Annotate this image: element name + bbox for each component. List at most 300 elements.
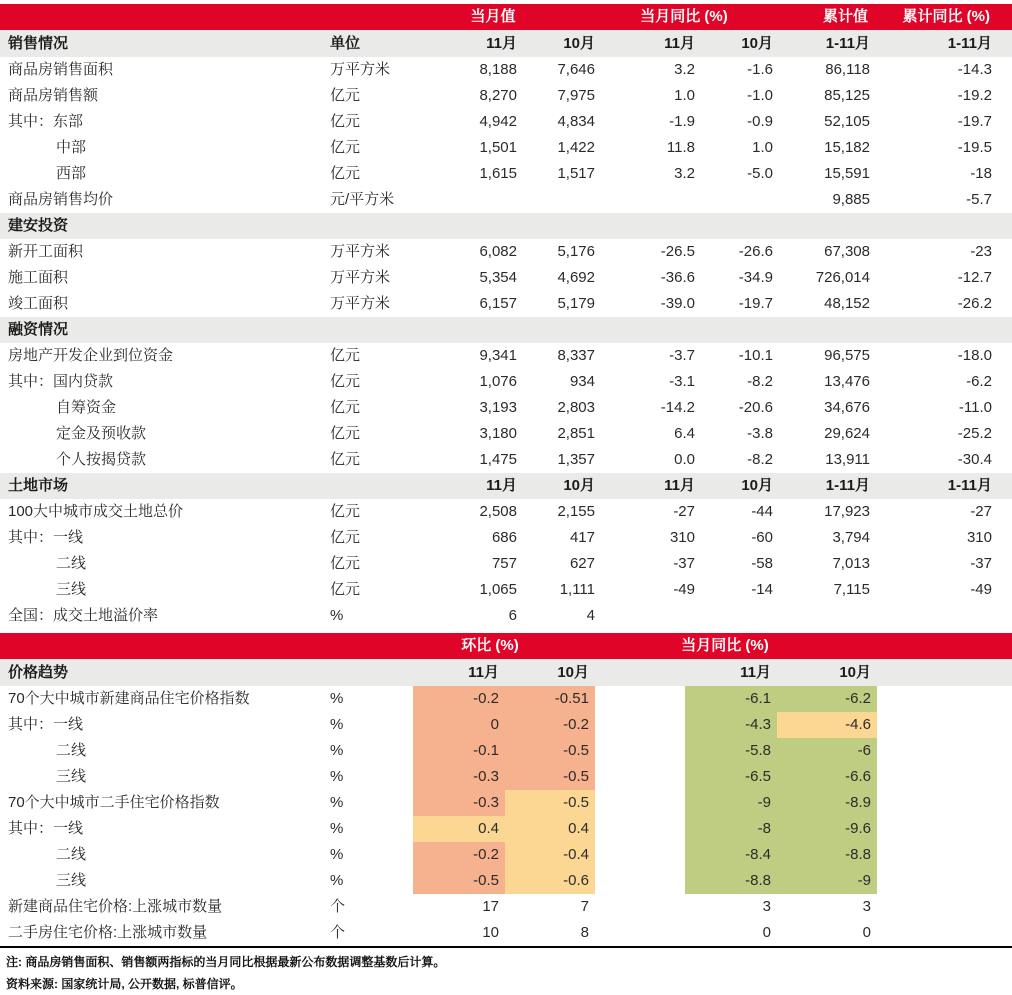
- value-cell: 310: [966, 529, 992, 546]
- value-cell: -1.6: [747, 61, 773, 78]
- section-label: 融资情况: [8, 321, 69, 338]
- value-cell: -6.2: [777, 686, 877, 712]
- spacer-cell: [992, 499, 1012, 525]
- value-cell: [595, 187, 695, 213]
- value-cell: 13,911: [825, 451, 870, 468]
- unit-cell: %: [330, 872, 344, 889]
- value-cell: -6.2: [966, 373, 992, 390]
- row-label: 三线: [56, 872, 87, 889]
- unit-cell: %: [330, 607, 344, 624]
- value-cell: -0.2: [505, 712, 595, 738]
- row-label: 中部: [56, 139, 87, 156]
- value-cell: 8,188: [479, 61, 517, 78]
- spacer-cell: [595, 738, 685, 764]
- unit-cell: 亿元: [330, 581, 361, 598]
- spacer-cell: [877, 842, 1012, 868]
- value-cell: -1.9: [669, 113, 695, 130]
- section-label: 建安投资: [8, 217, 69, 234]
- column-group-cumulative-value: 累计值: [822, 8, 868, 25]
- row-label: 100大中城市成交土地总价: [8, 503, 184, 520]
- section-header-row: [0, 473, 1012, 499]
- value-cell: [595, 317, 695, 343]
- month-column-header: 10月: [563, 477, 595, 494]
- value-cell: -30.4: [957, 451, 992, 468]
- value-cell: 9,341: [479, 347, 517, 364]
- spacer-cell: [992, 187, 1012, 213]
- unit-cell: 个: [330, 898, 346, 915]
- value-cell: 8,270: [479, 87, 517, 104]
- month-column-header: 11月: [664, 477, 695, 494]
- value-cell: -5.8: [685, 738, 777, 764]
- value-cell: -37: [673, 555, 695, 572]
- value-cell: -9: [685, 790, 777, 816]
- value-cell: 86,118: [825, 61, 870, 78]
- value-cell: 7: [580, 898, 589, 915]
- table2-header-bar: [0, 633, 1012, 659]
- table-row: [0, 57, 1012, 83]
- value-cell: -0.3: [413, 790, 505, 816]
- value-cell: 11.8: [666, 139, 695, 156]
- spacer-cell: [877, 712, 1012, 738]
- value-cell: -19.5: [957, 139, 992, 156]
- value-cell: -23: [970, 243, 992, 260]
- value-cell: 15,182: [824, 139, 870, 156]
- value-cell: 13,476: [824, 373, 870, 390]
- value-cell: 1.0: [674, 87, 695, 104]
- value-cell: 3,193: [479, 399, 517, 416]
- table-row: [0, 291, 1012, 317]
- value-cell: -34.9: [738, 269, 773, 286]
- table-row: [0, 738, 1012, 764]
- unit-cell: 万平方米: [330, 295, 391, 312]
- spacer-cell: [992, 577, 1012, 603]
- value-cell: -8.2: [747, 373, 773, 390]
- unit-cell: 亿元: [330, 555, 361, 572]
- table-row: [0, 395, 1012, 421]
- unit-cell: 亿元: [330, 399, 361, 416]
- value-cell: 3: [762, 898, 771, 915]
- unit-cell: [330, 317, 430, 343]
- unit-cell: 个: [330, 924, 346, 941]
- value-cell: 1.0: [752, 139, 773, 156]
- table2-subheader-row: [0, 659, 1012, 686]
- unit-cell: %: [330, 716, 344, 733]
- spacer-cell: [595, 842, 685, 868]
- table-row: [0, 525, 1012, 551]
- value-cell: -25.2: [957, 425, 992, 442]
- value-cell: 627: [569, 555, 595, 572]
- footnote: 注: 商品房销售面积、销售额两指标的当月同比根据最新公布数据调整基数后计算。: [6, 955, 446, 969]
- spacer-cell: [992, 343, 1012, 369]
- spacer-cell: [877, 764, 1012, 790]
- value-cell: -8.8: [685, 868, 777, 894]
- unit-column-header: 单位: [330, 35, 361, 52]
- row-label: 其中：一线: [8, 820, 84, 837]
- row-label: 三线: [56, 768, 87, 785]
- value-cell: -0.2: [413, 686, 505, 712]
- table-row: [0, 161, 1012, 187]
- unit-cell: %: [330, 742, 344, 759]
- value-cell: 34,676: [824, 399, 870, 416]
- row-label: 二手房住宅价格:上涨城市数量: [8, 924, 208, 941]
- value-cell: [695, 187, 773, 213]
- month-column-header: 1-11月: [947, 477, 992, 494]
- value-cell: 726,014: [815, 269, 870, 286]
- value-cell: -19.2: [957, 87, 992, 104]
- spacer-cell: [595, 868, 685, 894]
- unit-cell: %: [330, 794, 344, 811]
- value-cell: -26.2: [957, 295, 992, 312]
- value-cell: 7,975: [557, 87, 595, 104]
- value-cell: 17: [482, 898, 499, 915]
- table-row: [0, 764, 1012, 790]
- value-cell: 85,125: [824, 87, 870, 104]
- value-cell: 1,422: [557, 139, 595, 156]
- value-cell: -18.0: [957, 347, 992, 364]
- value-cell: 934: [569, 373, 595, 390]
- value-cell: -19.7: [738, 295, 773, 312]
- table-row: [0, 421, 1012, 447]
- row-label: 70个大中城市二手住宅价格指数: [8, 794, 220, 811]
- table2-section-title: 价格趋势: [8, 664, 69, 681]
- table-row: [0, 868, 1012, 894]
- value-cell: -14.3: [957, 61, 992, 78]
- value-cell: -49: [673, 581, 695, 598]
- spacer-cell: [992, 57, 1012, 83]
- value-cell: -44: [751, 503, 773, 520]
- value-cell: 7,013: [832, 555, 870, 572]
- row-label: 商品房销售额: [8, 87, 99, 104]
- table-row: [0, 790, 1012, 816]
- unit-cell: 万平方米: [330, 243, 391, 260]
- row-label: 自筹资金: [56, 399, 117, 416]
- value-cell: 10: [482, 924, 499, 941]
- month-column-header: 11月: [468, 664, 499, 681]
- value-cell: -8.2: [747, 451, 773, 468]
- value-cell: 0: [413, 712, 505, 738]
- table1-section-title: 销售情况: [8, 35, 69, 52]
- month-column-header: 11月: [486, 35, 517, 52]
- unit-cell: %: [330, 820, 344, 837]
- table-row: [0, 109, 1012, 135]
- value-cell: -4.6: [777, 712, 877, 738]
- row-label: 70个大中城市新建商品住宅价格指数: [8, 690, 250, 707]
- value-cell: -6.1: [685, 686, 777, 712]
- value-cell: -0.51: [505, 686, 595, 712]
- table-row: [0, 686, 1012, 712]
- column-group-current-month-yoy: 当月同比 (%): [681, 637, 769, 654]
- spacer-cell: [992, 369, 1012, 395]
- table2-body: [0, 686, 1012, 946]
- spacer-cell: [595, 764, 685, 790]
- value-cell: [870, 603, 992, 629]
- spacer-cell: [877, 816, 1012, 842]
- value-cell: -0.5: [505, 738, 595, 764]
- spacer-cell: [877, 790, 1012, 816]
- value-cell: 1,076: [479, 373, 517, 390]
- row-label: 施工面积: [8, 269, 69, 286]
- value-cell: -9: [777, 868, 877, 894]
- unit-cell: 亿元: [330, 165, 361, 182]
- value-cell: 4,692: [557, 269, 595, 286]
- table-row: [0, 712, 1012, 738]
- value-cell: 2,851: [557, 425, 595, 442]
- table-row: [0, 499, 1012, 525]
- month-column-header: 10月: [741, 35, 773, 52]
- value-cell: -20.6: [738, 399, 773, 416]
- spacer-cell: [595, 790, 685, 816]
- value-cell: -27: [673, 503, 695, 520]
- value-cell: 1,501: [479, 139, 517, 156]
- row-label: 其中：一线: [8, 529, 84, 546]
- row-label: 新开工面积: [8, 243, 84, 260]
- value-cell: 4,942: [479, 113, 517, 130]
- value-cell: [695, 213, 773, 239]
- unit-cell: [330, 213, 430, 239]
- value-cell: -10.1: [738, 347, 773, 364]
- unit-cell: %: [330, 846, 344, 863]
- value-cell: 67,308: [824, 243, 870, 260]
- row-label: 定金及预收款: [56, 425, 147, 442]
- value-cell: -0.3: [413, 764, 505, 790]
- row-label: 二线: [56, 846, 87, 863]
- value-cell: -39.0: [660, 295, 695, 312]
- value-cell: 1,111: [559, 581, 595, 598]
- month-column-header: 1-11月: [947, 35, 992, 52]
- value-cell: 96,575: [824, 347, 870, 364]
- value-cell: -14: [751, 581, 773, 598]
- value-cell: 3.2: [674, 61, 695, 78]
- value-cell: [595, 603, 695, 629]
- spacer-cell: [992, 135, 1012, 161]
- value-cell: -0.5: [413, 868, 505, 894]
- unit-cell: [330, 473, 430, 499]
- value-cell: -0.2: [413, 842, 505, 868]
- value-cell: [773, 603, 870, 629]
- value-cell: -14.2: [660, 399, 695, 416]
- value-cell: [695, 603, 773, 629]
- table-row: [0, 265, 1012, 291]
- value-cell: 1,065: [479, 581, 517, 598]
- spacer-cell: [992, 525, 1012, 551]
- spacer-cell: [992, 83, 1012, 109]
- value-cell: -5.0: [747, 165, 773, 182]
- value-cell: -26.5: [660, 243, 695, 260]
- month-column-header: 10月: [839, 664, 871, 681]
- value-cell: -1.0: [747, 87, 773, 104]
- unit-cell: 亿元: [330, 451, 361, 468]
- spacer-cell: [595, 894, 685, 920]
- value-cell: 4,834: [557, 113, 595, 130]
- value-cell: -0.9: [747, 113, 773, 130]
- value-cell: -4.3: [685, 712, 777, 738]
- spacer-cell: [992, 317, 1012, 343]
- spacer-cell: [992, 239, 1012, 265]
- value-cell: -49: [970, 581, 992, 598]
- value-cell: 1,357: [557, 451, 595, 468]
- unit-cell: 亿元: [330, 425, 361, 442]
- value-cell: -60: [751, 529, 773, 546]
- value-cell: 417: [569, 529, 595, 546]
- row-label: 西部: [56, 165, 87, 182]
- value-cell: 5,179: [557, 295, 595, 312]
- column-group-current-month-yoy: 当月同比 (%): [640, 8, 728, 25]
- unit-cell: 元/平方米: [330, 191, 395, 208]
- value-cell: [595, 213, 695, 239]
- value-cell: 0: [862, 924, 871, 941]
- spacer-cell: [992, 603, 1012, 629]
- spacer-cell: [877, 686, 1012, 712]
- column-group-cumulative-yoy: 累计同比 (%): [902, 8, 990, 25]
- value-cell: 3,794: [832, 529, 870, 546]
- unit-cell: 亿元: [330, 347, 361, 364]
- month-column-header: 10月: [741, 477, 773, 494]
- row-label: 个人按揭贷款: [56, 451, 147, 468]
- spacer-cell: [992, 291, 1012, 317]
- value-cell: 5,176: [557, 243, 595, 260]
- spacer-cell: [877, 894, 1012, 920]
- value-cell: [517, 213, 595, 239]
- row-label: 其中：一线: [8, 716, 84, 733]
- row-label: 商品房销售面积: [8, 61, 114, 78]
- row-label: 房地产开发企业到位资金: [8, 347, 174, 364]
- value-cell: -8.8: [777, 842, 877, 868]
- value-cell: -3.7: [669, 347, 695, 364]
- value-cell: -36.6: [660, 269, 695, 286]
- table-bottom-border: [0, 946, 1012, 948]
- value-cell: 6,157: [479, 295, 517, 312]
- value-cell: [870, 317, 992, 343]
- row-label: 其中：国内贷款: [8, 373, 114, 390]
- value-cell: -9.6: [777, 816, 877, 842]
- value-cell: 757: [491, 555, 517, 572]
- table-row: [0, 369, 1012, 395]
- value-cell: -0.4: [505, 842, 595, 868]
- value-cell: -58: [751, 555, 773, 572]
- month-column-header: 11月: [740, 664, 771, 681]
- value-cell: -27: [970, 503, 992, 520]
- value-cell: -0.5: [505, 790, 595, 816]
- value-cell: -0.5: [505, 764, 595, 790]
- value-cell: [773, 213, 870, 239]
- table1-header-bar: [0, 4, 1012, 30]
- value-cell: -3.1: [669, 373, 695, 390]
- value-cell: -37: [970, 555, 992, 572]
- table-row: [0, 577, 1012, 603]
- table-row: [0, 447, 1012, 473]
- row-label: 二线: [56, 555, 87, 572]
- spacer-cell: [992, 421, 1012, 447]
- row-label: 二线: [56, 742, 87, 759]
- value-cell: -19.7: [957, 113, 992, 130]
- month-column-header: 11月: [486, 477, 517, 494]
- table-row: [0, 343, 1012, 369]
- value-cell: 2,508: [479, 503, 517, 520]
- table-row: [0, 842, 1012, 868]
- value-cell: 9,885: [832, 191, 870, 208]
- table-row: [0, 83, 1012, 109]
- column-group-current-month-value: 当月值: [470, 8, 516, 25]
- value-cell: 29,624: [824, 425, 870, 442]
- month-column-header: 1-11月: [825, 477, 870, 494]
- table-row: [0, 551, 1012, 577]
- table-row: [0, 603, 1012, 629]
- unit-cell: %: [330, 768, 344, 785]
- value-cell: 6: [508, 607, 517, 624]
- value-cell: 3,180: [479, 425, 517, 442]
- value-cell: 6.4: [674, 425, 695, 442]
- value-cell: 1,615: [479, 165, 517, 182]
- value-cell: 15,591: [824, 165, 870, 182]
- row-label: 全国：成交土地溢价率: [8, 607, 159, 624]
- value-cell: [517, 187, 595, 213]
- value-cell: 17,923: [824, 503, 870, 520]
- unit-cell: %: [330, 690, 344, 707]
- unit-cell: 亿元: [330, 529, 361, 546]
- spacer-cell: [992, 265, 1012, 291]
- value-cell: [695, 317, 773, 343]
- row-label: 其中：东部: [8, 113, 84, 130]
- row-label: 竣工面积: [8, 295, 69, 312]
- spacer-cell: [992, 213, 1012, 239]
- value-cell: -6.6: [777, 764, 877, 790]
- value-cell: 8,337: [557, 347, 595, 364]
- value-cell: 7,115: [833, 581, 870, 598]
- spacer-cell: [992, 161, 1012, 187]
- value-cell: -18: [970, 165, 992, 182]
- value-cell: [517, 317, 595, 343]
- table1-subheader-row: [0, 30, 1012, 57]
- value-cell: 5,354: [479, 269, 517, 286]
- value-cell: -3.8: [747, 425, 773, 442]
- value-cell: -8.4: [685, 842, 777, 868]
- spacer-cell: [877, 868, 1012, 894]
- value-cell: [773, 317, 870, 343]
- value-cell: 0.4: [413, 816, 505, 842]
- value-cell: 4: [586, 607, 595, 624]
- value-cell: 2,803: [557, 399, 595, 416]
- table-row: [0, 135, 1012, 161]
- value-cell: 310: [669, 529, 695, 546]
- value-cell: -26.6: [738, 243, 773, 260]
- table1-body: [0, 57, 1012, 629]
- spacer-cell: [992, 551, 1012, 577]
- unit-cell: 亿元: [330, 113, 361, 130]
- value-cell: 2,155: [557, 503, 595, 520]
- value-cell: -0.6: [505, 868, 595, 894]
- month-column-header: 11月: [664, 35, 695, 52]
- spacer-cell: [595, 686, 685, 712]
- row-label: 商品房销售均价: [8, 191, 114, 208]
- month-column-header: 1-11月: [825, 35, 870, 52]
- value-cell: -12.7: [957, 269, 992, 286]
- value-cell: 7,646: [557, 61, 595, 78]
- row-label: 三线: [56, 581, 87, 598]
- spacer-cell: [992, 109, 1012, 135]
- value-cell: [870, 213, 992, 239]
- section-header-row: [0, 213, 1012, 239]
- value-cell: [430, 317, 517, 343]
- month-column-header: 10月: [557, 664, 589, 681]
- value-cell: -8: [685, 816, 777, 842]
- column-group-mom: 环比 (%): [461, 637, 519, 654]
- value-cell: 48,152: [824, 295, 870, 312]
- value-cell: -5.7: [966, 191, 992, 208]
- unit-cell: 亿元: [330, 87, 361, 104]
- value-cell: 6,082: [479, 243, 517, 260]
- spacer-cell: [877, 738, 1012, 764]
- value-cell: [430, 187, 517, 213]
